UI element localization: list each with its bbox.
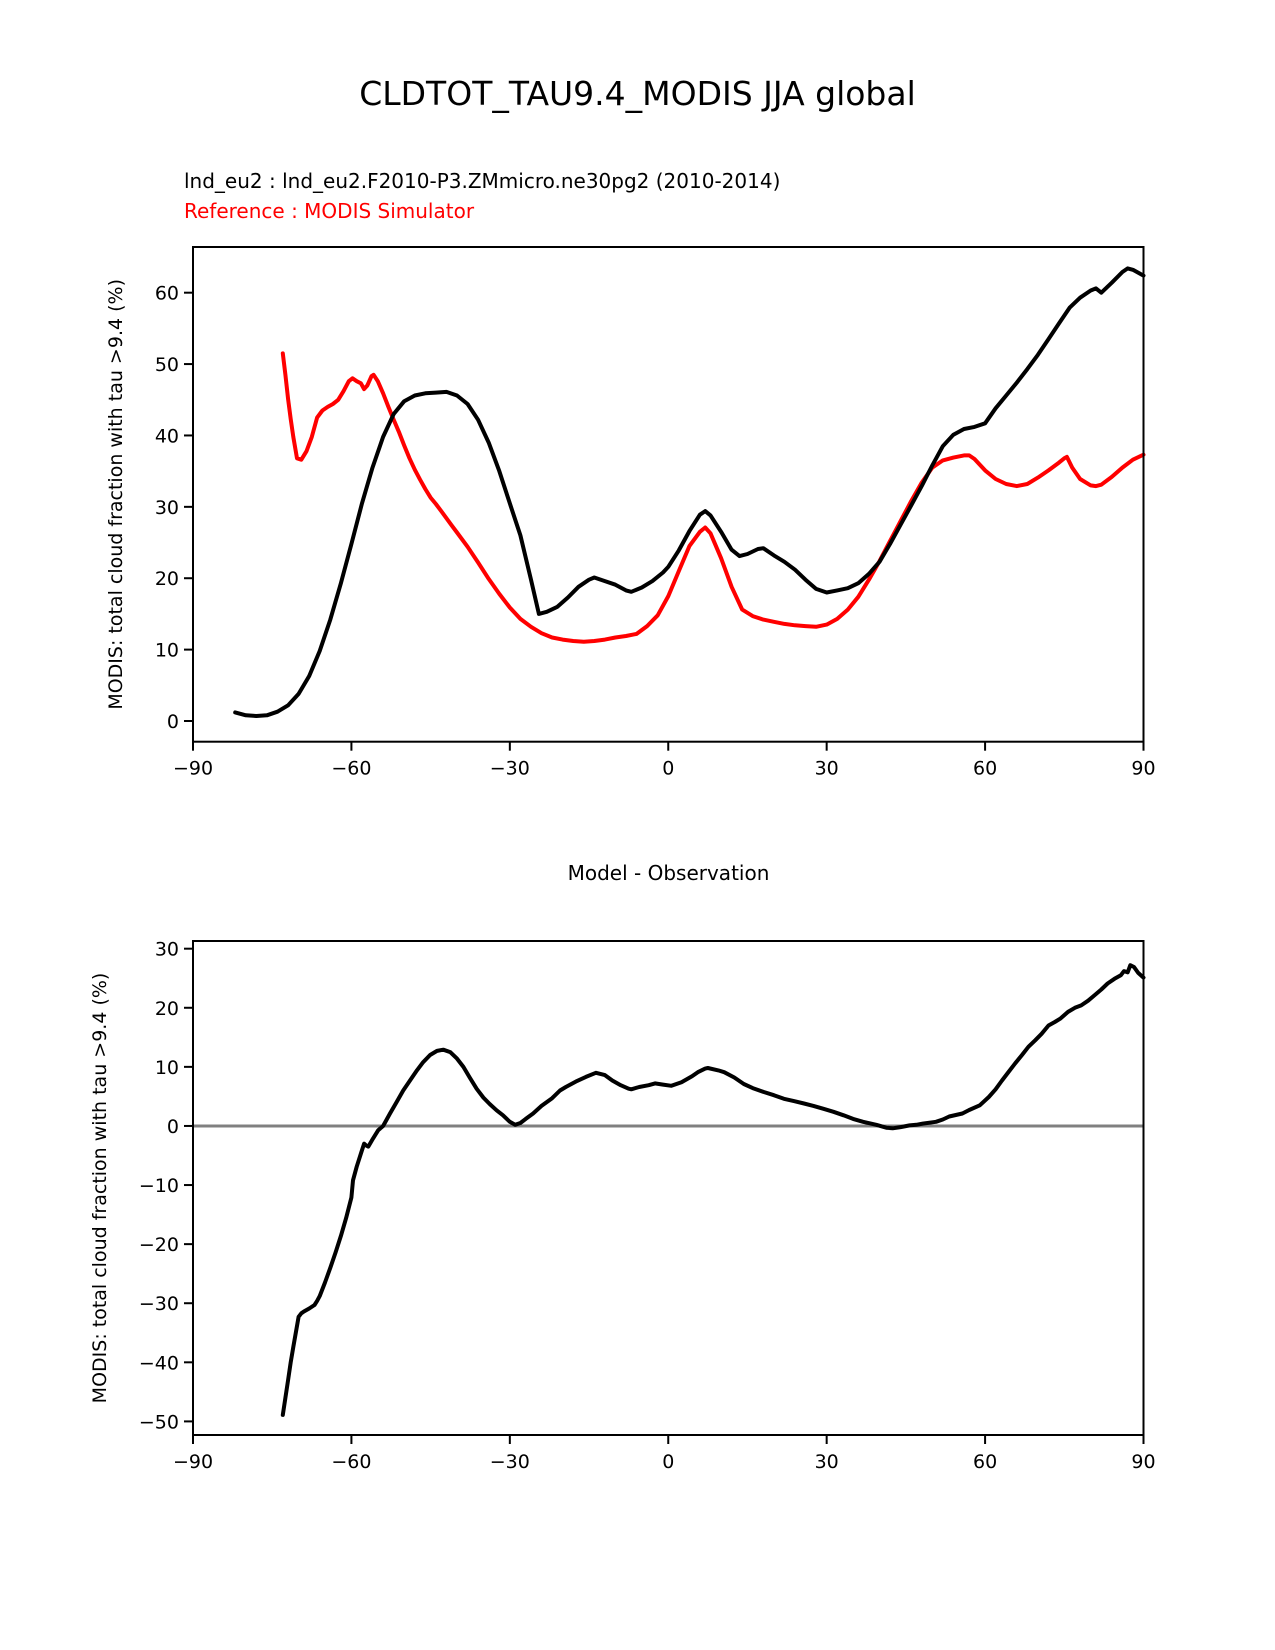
model-line xyxy=(235,268,1143,716)
x-tick-label: 0 xyxy=(662,1451,675,1473)
x-tick-label: −60 xyxy=(331,1451,372,1473)
x-tick-label: −60 xyxy=(331,757,372,780)
chart-1 xyxy=(89,939,1156,1473)
x-tick-label: −90 xyxy=(172,757,214,780)
page-title: CLDTOT_TAU9.4_MODIS JJA global xyxy=(359,74,916,113)
x-tick-label: −30 xyxy=(489,757,530,780)
x-tick-label: 90 xyxy=(1131,1451,1156,1473)
y-tick-label: 20 xyxy=(154,568,179,591)
legend-reference-label: Reference : MODIS Simulator xyxy=(184,199,475,223)
x-tick-label: 60 xyxy=(972,1451,998,1473)
y-axis-label: MODIS: total cloud fraction with tau >9.4 (%) xyxy=(105,279,127,710)
x-tick-label: 30 xyxy=(814,1451,839,1473)
difference-chart-title: Model - Observation xyxy=(567,861,770,885)
axes-border xyxy=(193,247,1144,742)
y-tick-label: 10 xyxy=(154,639,179,662)
chart-0 xyxy=(105,247,1156,780)
y-tick-label: −40 xyxy=(138,1352,179,1375)
y-tick-label: −50 xyxy=(138,1411,179,1434)
y-tick-label: 50 xyxy=(154,354,179,377)
y-tick-label: 0 xyxy=(166,1115,179,1138)
y-tick-label: 20 xyxy=(154,997,179,1020)
legend-model-label: lnd_eu2 : lnd_eu2.F2010-P3.ZMmicro.ne30pg2 (2010-2014) xyxy=(184,169,781,193)
y-tick-label: 40 xyxy=(154,425,179,448)
y-tick-label: 60 xyxy=(154,282,179,305)
x-tick-label: 30 xyxy=(814,757,839,780)
axes-border xyxy=(193,941,1144,1435)
y-axis-label: MODIS: total cloud fraction with tau >9.4 (%) xyxy=(89,972,111,1404)
y-tick-label: −20 xyxy=(138,1234,179,1257)
x-tick-label: 60 xyxy=(972,757,998,780)
y-tick-label: 30 xyxy=(154,938,179,961)
y-tick-label: 10 xyxy=(154,1056,179,1079)
y-tick-label: 0 xyxy=(166,710,179,733)
x-tick-label: −90 xyxy=(172,1451,214,1473)
y-tick-label: 30 xyxy=(154,496,179,519)
y-tick-label: −30 xyxy=(138,1293,179,1316)
x-tick-label: −30 xyxy=(489,1451,530,1473)
difference-line xyxy=(283,965,1144,1415)
y-tick-label: −10 xyxy=(138,1175,179,1198)
x-tick-label: 90 xyxy=(1131,757,1156,780)
x-tick-label: 0 xyxy=(662,757,675,780)
